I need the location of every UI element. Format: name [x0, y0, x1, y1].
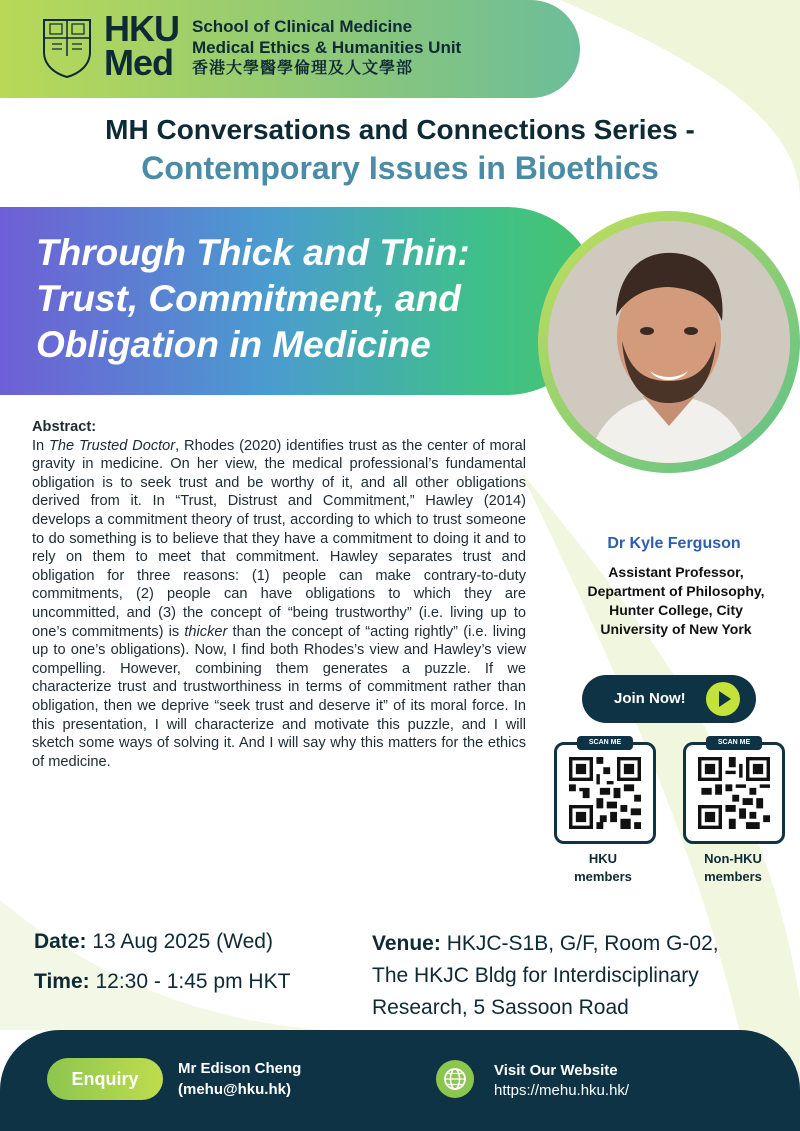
website-heading: Visit Our Website — [494, 1062, 618, 1079]
speaker-title-line: University of New York — [600, 621, 752, 637]
unit-name: Medical Ethics & Humanities Unit — [192, 38, 462, 57]
speaker-title-line: Hunter College, City — [609, 602, 743, 618]
qr-label-non-hku — [678, 850, 788, 886]
series-subtitle: Contemporary Issues in Bioethics — [141, 150, 659, 186]
speaker-name: Dr Kyle Ferguson — [607, 535, 741, 552]
qr-code-icon — [698, 757, 770, 829]
event-venue — [372, 928, 792, 1024]
abstract-book-title: The Trusted Doctor — [49, 437, 176, 454]
enquiry-badge: Enquiry — [47, 1058, 163, 1100]
abstract — [32, 418, 526, 771]
speaker-photo — [548, 221, 790, 463]
abstract-text: than the concept of “acting rightly” (i.e. living up to one’s obligations). Now, I find both Rhodes’s view and Hawley’s view compelling. However, combining them generates a puzzle. If we characterize trust and trustworthiness in terms of commitment rather than obligation, then we deprive “seek trust and deserve it” of its moral force. In this presentation, I will characterize and motivate this puzzle, and I will sketch some ways of solving it. And I will say why this matters for the ethics of medicine. — [32, 623, 526, 770]
contact-email[interactable]: (mehu@hku.hk) — [178, 1081, 291, 1098]
scan-me-tab: SCAN ME — [577, 736, 633, 750]
school-name: School of Clinical Medicine — [192, 17, 413, 36]
unit-name-chinese: 香港大學醫學倫理及人文學部 — [192, 60, 414, 77]
qr-code-non-hku[interactable] — [683, 739, 785, 844]
abstract-text: In — [32, 437, 49, 454]
qr-label-line: members — [704, 869, 762, 884]
qr-code-hku[interactable] — [554, 739, 656, 844]
venue-line: The HKJC Bldg for Interdisciplinary — [372, 964, 699, 987]
hku-med-logo — [104, 8, 179, 83]
play-arrow-icon — [706, 682, 740, 716]
event-date — [34, 930, 273, 954]
qr-label-line: HKU — [588, 851, 618, 866]
qr-label-hku — [548, 850, 658, 886]
talk-title-line: Obligation in Medicine — [36, 324, 431, 365]
talk-title-line: Trust, Commitment, and — [36, 278, 461, 319]
abstract-text: , Rhodes (2020) identifies trust as the center of moral gravity in medicine. On her view, the medical professional’s fundamental obligation is to seek trust and be worthy of it, and all other obligations derived from it. In “Trust, Distrust and Commitment,” Hawley (2014) develops a commitment theory of trust, according to which to trust someone to do something is to believe that they have a commitment to doing it and to rely on them to meet that commitment. Hawley separates trust and obligation for three reasons: (1) people can make contrary-to-duty commitments, (2) people can have obligations to which they are uncommitted, and (3) the concept of “being trustworthy” (i.e. living up to one’s commitments) is — [32, 437, 526, 640]
venue-line: HKJC-S1B, G/F, Room G-02, — [446, 932, 719, 955]
talk-title — [36, 230, 556, 368]
time-value: 12:30 - 1:45 pm HKT — [95, 970, 291, 993]
event-time — [34, 970, 290, 994]
series-title: MH Conversations and Connections Series - — [105, 114, 695, 145]
speaker-affiliation — [556, 563, 796, 639]
speaker-title-line: Assistant Professor, — [608, 564, 744, 580]
globe-icon — [436, 1060, 474, 1098]
logo-line-hku: HKU — [104, 8, 179, 49]
website-link[interactable]: https://mehu.hku.hk/ — [494, 1082, 630, 1099]
talk-title-line: Through Thick and Thin: — [36, 232, 470, 273]
contact-name: Mr Edison Cheng — [178, 1060, 302, 1077]
scan-me-tab: SCAN ME — [706, 736, 762, 750]
abstract-label: Abstract: — [32, 419, 97, 435]
date-value: 13 Aug 2025 (Wed) — [92, 930, 273, 953]
join-now-button[interactable] — [582, 675, 756, 723]
website-info — [494, 1061, 629, 1101]
contact-info — [178, 1058, 301, 1100]
logo-line-med: Med — [104, 42, 173, 83]
date-label: Date: — [34, 930, 87, 953]
time-label: Time: — [34, 970, 90, 993]
qr-label-line: members — [574, 869, 632, 884]
venue-line: Research, 5 Sassoon Road — [372, 996, 629, 1019]
speaker-title-line: Department of Philosophy, — [587, 583, 765, 599]
hku-crest-icon — [40, 16, 94, 78]
unit-name-block — [192, 16, 461, 79]
venue-label: Venue: — [372, 932, 441, 955]
abstract-emphasis: thicker — [184, 623, 228, 640]
qr-code-icon — [569, 757, 641, 829]
join-now-label: Join Now! — [614, 690, 686, 707]
qr-label-line: Non-HKU — [704, 851, 762, 866]
